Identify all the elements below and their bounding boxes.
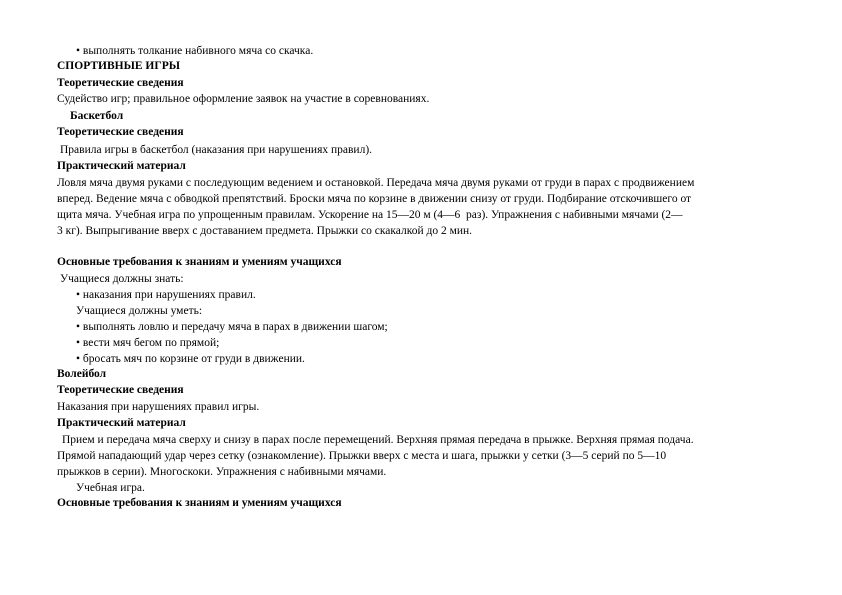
section-heading: СПОРТИВНЫЕ ИГРЫ	[57, 60, 181, 72]
paragraph-line: щита мяча. Учебная игра по упрощенным правилам. Ускорение на 15—20 м (4—6 раз). Упражнения с набивными мячами (2—	[57, 209, 683, 221]
paragraph-line: Прямой нападающий удар через сетку (ознакомление). Прыжки вверх с места и шага, прыжки у сетки (3—5 серий по 5—10	[57, 450, 667, 462]
paragraph-line: вперед. Ведение мяча с обводкой препятствий. Броски мяча по корзине в движении снизу от груди. Подбирание отскочившего от	[57, 193, 692, 205]
subsection-heading: Волейбол	[57, 368, 107, 380]
subsection-heading: Баскетбол	[70, 110, 124, 122]
paragraph-line: Правила игры в баскетбол (наказания при нарушениях правил).	[60, 144, 373, 156]
bullet-item: • наказания при нарушениях правил.	[76, 289, 256, 301]
requirements-heading: Основные требования к знаниям и умениям учащихся	[57, 497, 342, 509]
bullet-item: • выполнять толкание набивного мяча со скачка.	[76, 45, 314, 57]
bullet-item: • бросать мяч по корзине от груди в движении.	[76, 353, 305, 365]
paragraph-line: Учащиеся должны уметь:	[76, 305, 203, 317]
bullet-item: • выполнять ловлю и передачу мяча в парах в движении шагом;	[76, 321, 388, 333]
paragraph-line: Прием и передача мяча сверху и снизу в парах после перемещений. Верхняя прямая передача в прыжке. Верхняя прямая подача.	[62, 434, 694, 446]
bullet-item: • вести мяч бегом по прямой;	[76, 337, 220, 349]
subheading: Теоретические сведения	[57, 77, 184, 89]
subheading: Практический материал	[57, 417, 186, 429]
paragraph-line: Ловля мяча двумя руками с последующим ведением и остановкой. Передача мяча двумя руками от груди в парах с продвижением	[57, 177, 695, 189]
subheading: Теоретические сведения	[57, 384, 184, 396]
subheading: Теоретические сведения	[57, 126, 184, 138]
paragraph-line: Учебная игра.	[76, 482, 145, 494]
subheading: Практический материал	[57, 160, 186, 172]
paragraph-line: прыжков в серии). Многоскоки. Упражнения с набивными мячами.	[57, 466, 387, 478]
requirements-heading: Основные требования к знаниям и умениям учащихся	[57, 256, 342, 268]
paragraph-line: Наказания при нарушениях правил игры.	[57, 401, 260, 413]
paragraph-line: 3 кг). Выпрыгивание вверх с доставанием предмета. Прыжки со скакалкой до 2 мин.	[57, 225, 473, 237]
paragraph-line: Учащиеся должны знать:	[60, 273, 184, 285]
paragraph-line: Судейство игр; правильное оформление заявок на участие в соревнованиях.	[57, 93, 430, 105]
